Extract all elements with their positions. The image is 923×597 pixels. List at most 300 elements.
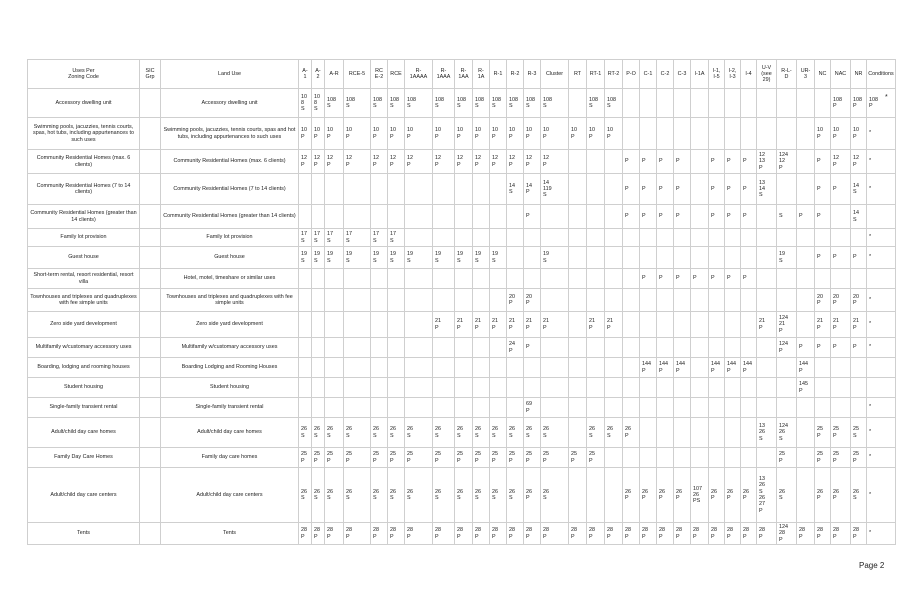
cell-cluster xyxy=(541,229,569,247)
cell-r-1a: 26 S xyxy=(473,418,490,448)
cell-land-use: Swimming pools, jacuzzies, tennis courts, spas and hot tubs, including appurtenances to such uses xyxy=(161,118,299,150)
cell-r-1aa xyxy=(455,398,473,418)
cell-ur-3: P xyxy=(797,205,815,229)
cell-rce xyxy=(388,338,405,358)
cell-r-2 xyxy=(507,205,524,229)
cell-a-2 xyxy=(312,174,325,205)
cell-a-r xyxy=(325,269,344,289)
cell-rt xyxy=(569,247,587,269)
table-row xyxy=(28,229,896,247)
cell-a-2: 25 P xyxy=(312,448,325,468)
cell-r-l-d: 124 21 P xyxy=(777,312,797,338)
cell-land-use: Community Residential Homes (max. 6 clients) xyxy=(161,150,299,174)
cell-r-2: 28 P xyxy=(507,523,524,545)
cell-r-3: P xyxy=(524,338,541,358)
cell-r-1aaa: 10 P xyxy=(433,118,455,150)
cell-ur-3: 145 P xyxy=(797,378,815,398)
cell-a-2 xyxy=(312,338,325,358)
cell-c-1 xyxy=(640,418,657,448)
cell-nr: 21 P xyxy=(851,312,867,338)
cell-r-1aaa xyxy=(433,205,455,229)
cell-r-1aa: 108 S xyxy=(455,89,473,118)
column-header-i-1a: I-1A xyxy=(691,60,709,89)
cell-nr xyxy=(851,378,867,398)
cell-i-2-i-3 xyxy=(725,418,741,448)
cell-r-3: 26 S xyxy=(524,418,541,448)
cell-i-4 xyxy=(741,398,757,418)
cell-ur-3 xyxy=(797,229,815,247)
cell-r-3 xyxy=(524,269,541,289)
cell-land-use: Guest house xyxy=(161,247,299,269)
cell-cluster xyxy=(541,269,569,289)
cell-r-1a: 19 S xyxy=(473,247,490,269)
cell-r-1a xyxy=(473,269,490,289)
cell-i-2-i-3 xyxy=(725,89,741,118)
cell-c-1: P xyxy=(640,205,657,229)
column-header-use: Uses Per Zoning Code xyxy=(28,60,140,89)
cell-ur-3 xyxy=(797,448,815,468)
column-header-a-2: A- 2 xyxy=(312,60,325,89)
cell-i-1a xyxy=(691,118,709,150)
cell-conditions xyxy=(867,358,896,378)
cell-i-4 xyxy=(741,118,757,150)
cell-a-2: 26 S xyxy=(312,468,325,523)
cell-rt-2 xyxy=(605,150,623,174)
cell-cluster xyxy=(541,338,569,358)
cell-i-4 xyxy=(741,338,757,358)
cell-i-1-i-5: 26 P xyxy=(709,468,725,523)
cell-nc: P xyxy=(815,247,831,269)
cell-a-1: 10 P xyxy=(299,118,312,150)
cell-rce-5 xyxy=(344,289,371,312)
table-row xyxy=(28,289,896,312)
cell-rt-1: 25 P xyxy=(587,448,605,468)
cell-r-l-d: 124 26 S xyxy=(777,418,797,448)
cell-r-l-d xyxy=(777,118,797,150)
cell-c-1 xyxy=(640,118,657,150)
cell-i-1-i-5 xyxy=(709,247,725,269)
cell-use-per-zoning-code: Community Residential Homes (7 to 14 clients) xyxy=(28,174,140,205)
cell-ur-3 xyxy=(797,418,815,448)
cell-rt-2: 28 P xyxy=(605,523,623,545)
cell-a-2: 17 S xyxy=(312,229,325,247)
cell-r-3: 69 P xyxy=(524,398,541,418)
cell-r-2: 24 P xyxy=(507,338,524,358)
cell-r-1a: 21 P xyxy=(473,312,490,338)
cell-nr: 25 S xyxy=(851,418,867,448)
cell-i-4: P xyxy=(741,269,757,289)
cell-land-use: Zero side yard development xyxy=(161,312,299,338)
cell-rce-2: 12 P xyxy=(371,150,388,174)
cell-rt: 28 P xyxy=(569,523,587,545)
cell-r-2: 26 S xyxy=(507,418,524,448)
cell-i-4 xyxy=(741,418,757,448)
cell-i-2-i-3 xyxy=(725,398,741,418)
cell-i-1-i-5: P xyxy=(709,150,725,174)
cell-r-1 xyxy=(490,358,507,378)
zoning-use-table xyxy=(27,59,896,545)
cell-rt-2 xyxy=(605,229,623,247)
cell-u-v: 13 14 S xyxy=(757,174,777,205)
cell-r-1aa xyxy=(455,205,473,229)
cell-r-1a xyxy=(473,338,490,358)
cell-a-1: 17 S xyxy=(299,229,312,247)
cell-a-r: 19 S xyxy=(325,247,344,269)
cell-r-1aaaa: 26 S xyxy=(405,418,433,448)
cell-r-1aaa: 26 S xyxy=(433,418,455,448)
cell-nac: 10 P xyxy=(831,118,851,150)
cell-r-l-d xyxy=(777,398,797,418)
cell-use-per-zoning-code: Adult/child day care homes xyxy=(28,418,140,448)
cell-r-3: 28 P xyxy=(524,523,541,545)
cell-r-1aaaa: 28 P xyxy=(405,523,433,545)
cell-c-2 xyxy=(657,247,674,269)
cell-nc: 26 P xyxy=(815,468,831,523)
cell-a-r xyxy=(325,338,344,358)
cell-i-4: P xyxy=(741,150,757,174)
cell-rce-5 xyxy=(344,205,371,229)
cell-rt-2 xyxy=(605,398,623,418)
cell-rce-2: 10 P xyxy=(371,118,388,150)
column-header-c-2: C-2 xyxy=(657,60,674,89)
cell-a-1: 19 S xyxy=(299,247,312,269)
cell-nac: 28 P xyxy=(831,523,851,545)
column-header-land: Land Use xyxy=(161,60,299,89)
cell-rce: 26 S xyxy=(388,468,405,523)
column-header-r-1aaa: R- 1AAA xyxy=(433,60,455,89)
cell-rt-2: 26 S xyxy=(605,418,623,448)
cell-a-r xyxy=(325,312,344,338)
cell-r-1aaa: 26 S xyxy=(433,468,455,523)
cell-rce-5 xyxy=(344,358,371,378)
cell-sic-group xyxy=(140,174,161,205)
cell-c-1 xyxy=(640,247,657,269)
table-row xyxy=(28,448,896,468)
cell-r-1aa xyxy=(455,289,473,312)
cell-i-2-i-3 xyxy=(725,338,741,358)
cell-r-1aaa xyxy=(433,269,455,289)
cell-r-1a xyxy=(473,205,490,229)
cell-cluster: 12 P xyxy=(541,150,569,174)
column-header-rce-5: RCE-5 xyxy=(344,60,371,89)
cell-use-per-zoning-code: Multifamily w/customary accessory uses xyxy=(28,338,140,358)
cell-p-o xyxy=(623,229,640,247)
cell-r-2: 25 P xyxy=(507,448,524,468)
cell-a-2 xyxy=(312,398,325,418)
cell-r-2: 20 P xyxy=(507,289,524,312)
cell-rt-1 xyxy=(587,229,605,247)
cell-rt-1 xyxy=(587,358,605,378)
cell-ur-3 xyxy=(797,398,815,418)
cell-c-1 xyxy=(640,448,657,468)
cell-sic-group xyxy=(140,118,161,150)
cell-i-1a xyxy=(691,418,709,448)
cell-rt xyxy=(569,150,587,174)
cell-a-1 xyxy=(299,398,312,418)
cell-c-3 xyxy=(674,448,691,468)
cell-r-3: 20 P xyxy=(524,289,541,312)
cell-sic-group xyxy=(140,523,161,545)
cell-p-o xyxy=(623,448,640,468)
column-header-conditions: Conditions xyxy=(867,60,896,89)
cell-i-1a xyxy=(691,150,709,174)
cell-rt: 25 P xyxy=(569,448,587,468)
cell-r-1: 21 P xyxy=(490,312,507,338)
cell-r-2 xyxy=(507,358,524,378)
cell-i-4: P xyxy=(741,174,757,205)
cell-ur-3: 28 P xyxy=(797,523,815,545)
cell-use-per-zoning-code: Swimming pools, jacuzzies, tennis courts, spas, hot tubs, including appurtenances to such uses xyxy=(28,118,140,150)
cell-nr: 12 P xyxy=(851,150,867,174)
cell-cluster xyxy=(541,205,569,229)
cell-rt-2: 108 S xyxy=(605,89,623,118)
cell-i-1a xyxy=(691,358,709,378)
cell-a-2: 10 8 S xyxy=(312,89,325,118)
column-header-rce-2: RC E-2 xyxy=(371,60,388,89)
cell-nr: 25 P xyxy=(851,448,867,468)
cell-nr: 14 S xyxy=(851,174,867,205)
cell-i-4: 28 P xyxy=(741,523,757,545)
cell-i-2-i-3 xyxy=(725,448,741,468)
cell-a-2 xyxy=(312,312,325,338)
cell-p-o xyxy=(623,89,640,118)
cell-a-2: 26 S xyxy=(312,418,325,448)
cell-i-2-i-3: P xyxy=(725,205,741,229)
cell-i-1-i-5: P xyxy=(709,205,725,229)
column-header-c-3: C-3 xyxy=(674,60,691,89)
cell-nc: 25 P xyxy=(815,448,831,468)
cell-c-1: P xyxy=(640,269,657,289)
cell-land-use: Single-family transient rental xyxy=(161,398,299,418)
cell-r-3 xyxy=(524,378,541,398)
cell-rt-1 xyxy=(587,398,605,418)
cell-c-3 xyxy=(674,289,691,312)
cell-rce-2: 19 S xyxy=(371,247,388,269)
cell-nc xyxy=(815,229,831,247)
cell-i-4 xyxy=(741,89,757,118)
cell-conditions: * xyxy=(867,150,896,174)
cell-c-2: P xyxy=(657,205,674,229)
cell-r-1aaaa xyxy=(405,174,433,205)
cell-c-3 xyxy=(674,247,691,269)
cell-i-4 xyxy=(741,378,757,398)
cell-conditions: * xyxy=(867,289,896,312)
cell-r-1a: 28 P xyxy=(473,523,490,545)
cell-u-v xyxy=(757,118,777,150)
cell-rce-2 xyxy=(371,289,388,312)
cell-nc xyxy=(815,269,831,289)
cell-rce-5: 25 P xyxy=(344,448,371,468)
cell-r-l-d: 19 S xyxy=(777,247,797,269)
cell-nc xyxy=(815,89,831,118)
cell-a-2: 28 P xyxy=(312,523,325,545)
table-row xyxy=(28,312,896,338)
cell-u-v xyxy=(757,247,777,269)
cell-rce-2: 26 S xyxy=(371,418,388,448)
column-header-p-o: P-O xyxy=(623,60,640,89)
cell-conditions: * xyxy=(867,174,896,205)
cell-c-3 xyxy=(674,312,691,338)
column-header-i-4: I-4 xyxy=(741,60,757,89)
cell-r-1: 12 P xyxy=(490,150,507,174)
cell-a-r: 10 P xyxy=(325,118,344,150)
cell-i-4 xyxy=(741,312,757,338)
cell-rce xyxy=(388,378,405,398)
cell-rce-5 xyxy=(344,269,371,289)
cell-i-4: 26 P xyxy=(741,468,757,523)
cell-cluster xyxy=(541,289,569,312)
cell-a-1: 25 P xyxy=(299,448,312,468)
cell-nac xyxy=(831,378,851,398)
cell-rce-2 xyxy=(371,312,388,338)
cell-c-3 xyxy=(674,89,691,118)
stray-asterisk: * xyxy=(885,94,888,101)
cell-c-3: P xyxy=(674,205,691,229)
cell-i-1a xyxy=(691,448,709,468)
cell-u-v xyxy=(757,448,777,468)
cell-rt-1 xyxy=(587,468,605,523)
cell-a-1 xyxy=(299,205,312,229)
cell-u-v xyxy=(757,89,777,118)
cell-r-l-d xyxy=(777,174,797,205)
cell-nr: 28 P xyxy=(851,523,867,545)
cell-nac xyxy=(831,205,851,229)
cell-rce xyxy=(388,398,405,418)
cell-r-1a xyxy=(473,289,490,312)
cell-r-1a: 108 S xyxy=(473,89,490,118)
cell-cluster: 21 P xyxy=(541,312,569,338)
cell-rce-5 xyxy=(344,338,371,358)
cell-i-2-i-3 xyxy=(725,312,741,338)
cell-rt xyxy=(569,398,587,418)
cell-r-1: 10 P xyxy=(490,118,507,150)
cell-nc: P xyxy=(815,205,831,229)
cell-i-1a xyxy=(691,338,709,358)
cell-rt-2: 21 P xyxy=(605,312,623,338)
cell-r-2 xyxy=(507,378,524,398)
column-header-a-1: A- 1 xyxy=(299,60,312,89)
cell-rt-2 xyxy=(605,289,623,312)
cell-r-1aaa: 19 S xyxy=(433,247,455,269)
table-row xyxy=(28,269,896,289)
cell-sic-group xyxy=(140,448,161,468)
cell-i-2-i-3: P xyxy=(725,150,741,174)
cell-a-2 xyxy=(312,205,325,229)
cell-p-o xyxy=(623,378,640,398)
column-header-r-1a: R- 1A xyxy=(473,60,490,89)
cell-use-per-zoning-code: Townhouses and triplexes and quadruplexes with fee simple units xyxy=(28,289,140,312)
cell-a-r xyxy=(325,378,344,398)
cell-i-1-i-5: P xyxy=(709,174,725,205)
cell-a-r: 25 P xyxy=(325,448,344,468)
cell-nc xyxy=(815,398,831,418)
cell-rt-1 xyxy=(587,269,605,289)
cell-c-2 xyxy=(657,338,674,358)
cell-c-3: 144 P xyxy=(674,358,691,378)
column-header-r-1aa: R- 1AA xyxy=(455,60,473,89)
cell-r-1aaaa: 10 P xyxy=(405,118,433,150)
cell-r-1 xyxy=(490,338,507,358)
cell-r-1aaaa xyxy=(405,269,433,289)
table-row xyxy=(28,418,896,448)
cell-r-1aa: 12 P xyxy=(455,150,473,174)
cell-cluster: 10 P xyxy=(541,118,569,150)
cell-nac: 21 P xyxy=(831,312,851,338)
table-row xyxy=(28,247,896,269)
cell-rt-2 xyxy=(605,448,623,468)
cell-r-1aa xyxy=(455,378,473,398)
cell-rt xyxy=(569,418,587,448)
cell-conditions: * xyxy=(867,448,896,468)
cell-r-1aaaa xyxy=(405,378,433,398)
cell-a-r xyxy=(325,358,344,378)
cell-nac: 108 P xyxy=(831,89,851,118)
cell-rce-2 xyxy=(371,174,388,205)
cell-i-1a xyxy=(691,312,709,338)
column-header-i-2-i-3: I-2, I-3 xyxy=(725,60,741,89)
cell-rt-2 xyxy=(605,468,623,523)
cell-r-3: 14 P xyxy=(524,174,541,205)
cell-r-l-d: 124 12 P xyxy=(777,150,797,174)
cell-r-1aa xyxy=(455,358,473,378)
cell-cluster xyxy=(541,378,569,398)
cell-cluster: 26 S xyxy=(541,468,569,523)
cell-i-1a xyxy=(691,89,709,118)
cell-i-1-i-5 xyxy=(709,312,725,338)
cell-r-1aaa xyxy=(433,174,455,205)
cell-i-2-i-3 xyxy=(725,118,741,150)
cell-a-2 xyxy=(312,269,325,289)
cell-i-4 xyxy=(741,229,757,247)
cell-nr: P xyxy=(851,247,867,269)
cell-nac: P xyxy=(831,338,851,358)
cell-i-2-i-3: 26 P xyxy=(725,468,741,523)
cell-c-3: P xyxy=(674,150,691,174)
cell-a-2 xyxy=(312,378,325,398)
cell-land-use: Adult/child day care centers xyxy=(161,468,299,523)
cell-i-2-i-3: P xyxy=(725,269,741,289)
cell-sic-group xyxy=(140,150,161,174)
cell-sic-group xyxy=(140,269,161,289)
cell-cluster: 19 S xyxy=(541,247,569,269)
cell-r-l-d: 26 S xyxy=(777,468,797,523)
cell-sic-group xyxy=(140,418,161,448)
cell-rce-2 xyxy=(371,358,388,378)
cell-c-3: 28 P xyxy=(674,523,691,545)
cell-c-2 xyxy=(657,448,674,468)
cell-rt xyxy=(569,89,587,118)
cell-sic-group xyxy=(140,398,161,418)
cell-sic-group xyxy=(140,229,161,247)
cell-rt xyxy=(569,174,587,205)
cell-conditions: * xyxy=(867,229,896,247)
table-row xyxy=(28,89,896,118)
cell-rt-2 xyxy=(605,358,623,378)
cell-c-3: 26 P xyxy=(674,468,691,523)
cell-i-1-i-5 xyxy=(709,378,725,398)
cell-a-1 xyxy=(299,312,312,338)
cell-c-1: P xyxy=(640,150,657,174)
cell-nc: P xyxy=(815,174,831,205)
cell-nr xyxy=(851,398,867,418)
cell-use-per-zoning-code: Accessory dwelling unit xyxy=(28,89,140,118)
column-header-nr: NR xyxy=(851,60,867,89)
cell-rce-5: 17 S xyxy=(344,229,371,247)
cell-rce: 19 S xyxy=(388,247,405,269)
cell-c-3 xyxy=(674,118,691,150)
cell-i-1-i-5: P xyxy=(709,269,725,289)
cell-i-1a: P xyxy=(691,269,709,289)
